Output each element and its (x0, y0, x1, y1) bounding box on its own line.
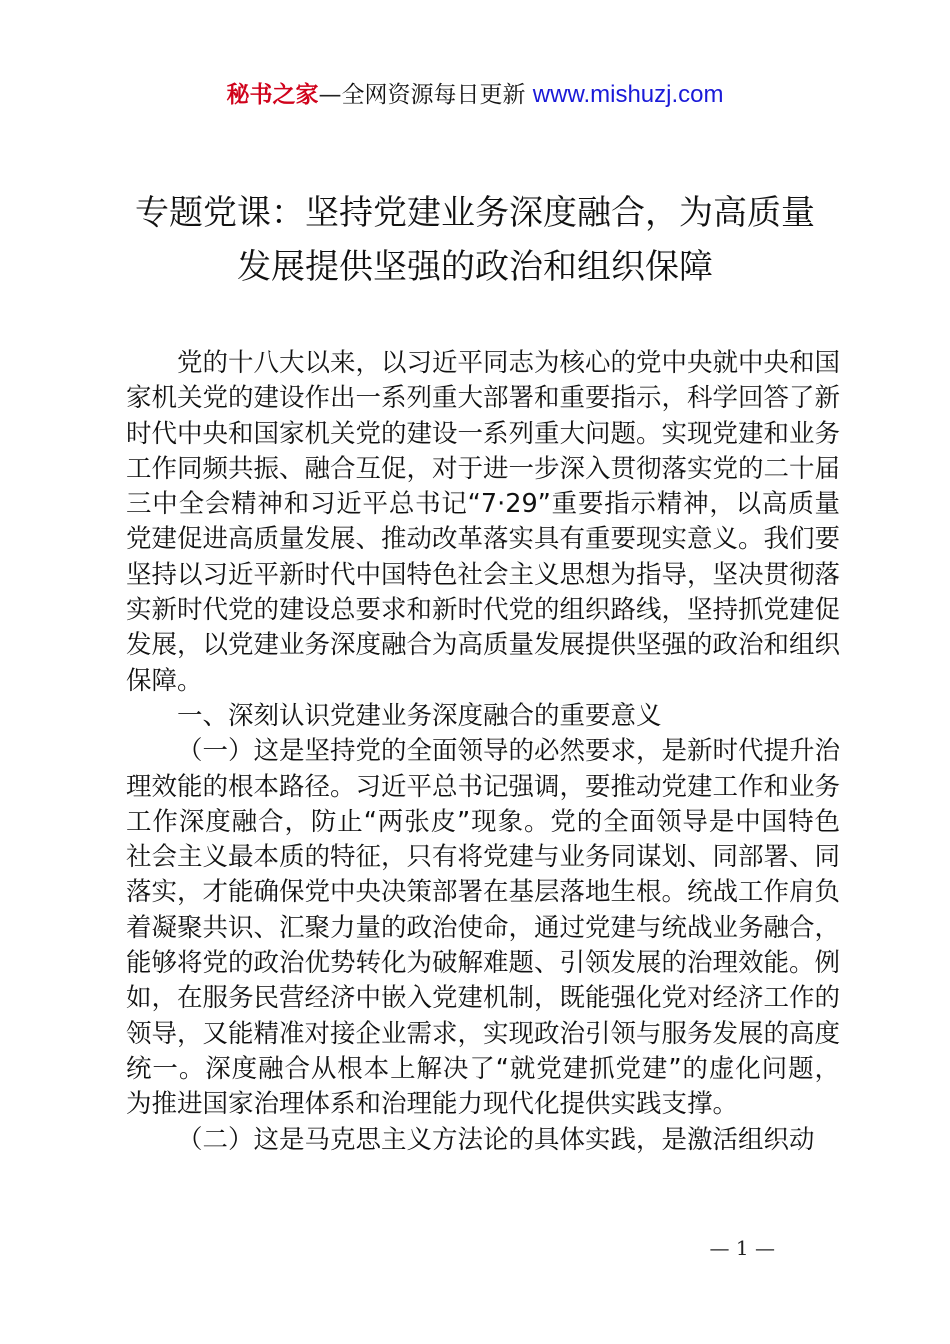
document-body (126, 346, 840, 1158)
page-number: — 1 — (709, 1236, 775, 1260)
body-paragraph: （二）这是马克思主义方法论的具体实践，是激活组织动 (177, 1124, 815, 1155)
site-brand: 秘书之家 (226, 82, 319, 108)
site-slogan: 全网资源每日更新 (341, 82, 526, 108)
section-heading: 一、深刻认识党建业务深度融合的重要意义 (177, 700, 662, 731)
intro-paragraph: 党的十八大以来，以习近平同志为核心的党中央就中央和国家机关党的建设作出一系列重大部署和重要指示，科学回答了新时代中央和国家机关党的建设一系列重大问题。实现党建和业务工作同频共振、融合互促，对于进一步深入贯彻落实党的二十届三中全会精神和习近平总书记“7·29”重要指示精神，以高质量党建促进高质量发展、推动改革落实具有重要现实意义。我们要坚持以习近平新时代中国特色社会主义思想为指导，坚决贯彻落实新时代党的建设总要求和新时代党的组织路线，坚持抓党建促发展，以党建业务深度融合为高质量发展提供坚强的政治和组织保障。 (126, 348, 841, 696)
banner-dash: — (318, 82, 342, 108)
title-line-1: 专题党课：坚持党建业务深度融合，为高质量 (135, 193, 815, 233)
site-url-link[interactable]: www.mishuzj.com (532, 81, 724, 108)
body-paragraph: （一）这是坚持党的全面领导的必然要求，是新时代提升治理效能的根本路径。习近平总书记强调，要推动党建工作和业务工作深度融合，防止“两张皮”现象。党的全面领导是中国特色社会主义最本质的特征，只有将党建与业务同谋划、同部署、同落实，才能确保党中央决策部署在基层落地生根。统战工作肩负着凝聚共识、汇聚力量的政治使命，通过党建与统战业务融合，能够将党的政治优势转化为破解难题、引领发展的治理效能。例如，在服务民营经济中嵌入党建机制，既能强化党对经济工作的领导，又能精准对接企业需求，实现政治引领与服务发展的高度统一。深度融合从根本上解决了“就党建抓党建”的虚化问题，为推进国家治理体系和治理能力现代化提供实践支撑。 (126, 736, 841, 1120)
title-line-2: 发展提供坚强的政治和组织保障 (237, 247, 713, 287)
site-banner (0, 78, 950, 112)
document-title (90, 186, 860, 294)
